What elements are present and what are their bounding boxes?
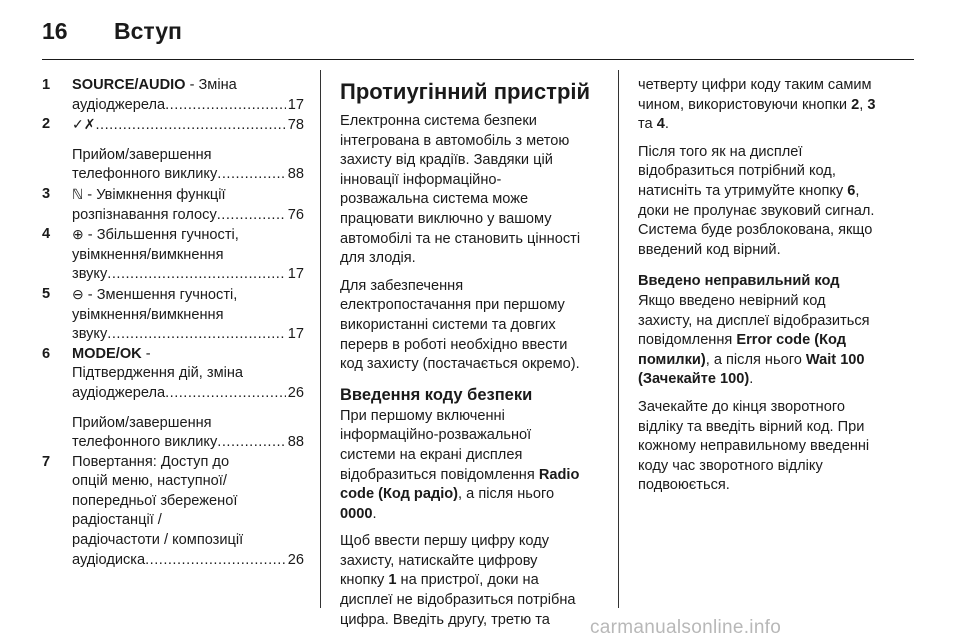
item-text — [72, 453, 229, 473]
text-run: чином, використовуючи кнопки — [638, 96, 852, 113]
description-text: розпізнавання голосу — [72, 206, 217, 223]
page-header — [42, 18, 914, 46]
item-line — [72, 76, 304, 96]
item-text — [72, 511, 162, 531]
control-name: SOURCE/AUDIO — [72, 77, 186, 93]
text-run: кожному неправильному введенні — [638, 438, 870, 455]
item-line — [72, 472, 304, 492]
item-text — [72, 472, 227, 492]
text-run: кнопку — [340, 572, 389, 589]
description-text: опцій меню, наступної/ — [72, 473, 227, 490]
item-line — [72, 225, 304, 246]
page-number: 16 — [42, 18, 68, 44]
item-number: 3 — [42, 185, 51, 202]
description-text: телефонного виклику — [72, 166, 218, 183]
section-title: Протиугінний пристрій — [340, 79, 591, 104]
volume-up-icon: ⊕ — [72, 226, 84, 243]
item-line — [72, 453, 304, 473]
text-line: для злодія. — [340, 250, 416, 267]
item-line — [72, 433, 304, 453]
description-text: увімкнення/вимкнення — [72, 306, 224, 323]
item-number: 7 — [42, 453, 51, 470]
page-reference: 76 — [287, 206, 304, 223]
item-number: 1 — [42, 77, 51, 93]
item-text — [72, 551, 145, 571]
text-run: відобразиться потрібний код, — [638, 163, 836, 180]
intro-paragraph — [340, 112, 606, 269]
volume-down-icon: ⊖ — [72, 285, 84, 302]
item-line — [72, 364, 304, 384]
item-text — [72, 384, 165, 404]
item-text — [72, 345, 151, 365]
page-reference: 26 — [287, 551, 304, 568]
list-item — [42, 146, 304, 185]
dot-leader — [95, 116, 285, 136]
dot-leader — [217, 433, 285, 453]
text-run: . — [749, 371, 754, 388]
page-reference: 78 — [287, 117, 304, 134]
item-number: 4 — [42, 226, 51, 243]
description-text: попередньої збереженої — [72, 492, 238, 509]
item-text — [72, 165, 217, 185]
description-text: звуку — [72, 326, 108, 343]
column-divider-left — [320, 70, 321, 608]
description-text: радіочастоти / композиції — [72, 532, 244, 549]
bold-text: code (Код радіо) — [340, 486, 459, 503]
item-text — [72, 492, 237, 512]
page-reference: 17 — [287, 326, 304, 343]
text-line: Щоб ввести першу цифру коду — [340, 533, 550, 550]
description-text: аудіоджерела — [72, 96, 166, 113]
item-line — [72, 384, 304, 404]
text-run: доки не пролунає звуковий сигнал. — [638, 202, 875, 219]
item-line — [72, 414, 304, 434]
list-item — [42, 76, 304, 115]
description-text: увімкнення/вимкнення — [72, 246, 224, 263]
list-item — [42, 453, 304, 571]
text-run: відобразиться повідомлення — [340, 466, 539, 483]
page-reference: 88 — [287, 434, 304, 451]
text-run: Зачекайте до кінця зворотного — [638, 398, 845, 415]
item-line — [72, 306, 304, 326]
list-item — [42, 414, 304, 453]
text-line: інновації інформаційно- — [340, 171, 502, 188]
dot-leader — [217, 206, 286, 226]
text-line: інтегрована в автомобіль з метою — [340, 132, 570, 149]
text-run: цифра. Введіть другу, третю та — [340, 611, 550, 628]
item-number: 5 — [42, 285, 51, 302]
item-text — [72, 76, 237, 96]
page-reference: 17 — [287, 266, 304, 283]
description-text: - — [141, 345, 151, 362]
bold-text: 0000 — [340, 505, 373, 522]
text-run: , — [855, 182, 860, 199]
dot-leader — [145, 551, 286, 571]
item-line — [72, 345, 304, 365]
item-text — [72, 96, 165, 116]
bold-text: 4 — [656, 116, 665, 133]
item-text — [72, 433, 217, 453]
countdown-paragraph — [638, 398, 914, 496]
dot-leader — [165, 96, 286, 116]
text-line: Електронна система безпеки — [340, 113, 537, 129]
text-run: натисніть та утримуйте кнопку — [638, 182, 848, 199]
item-line — [72, 531, 304, 551]
subsection-title-wrong-code: Введено неправильний код — [638, 273, 840, 290]
dot-leader — [107, 325, 285, 345]
description-text: - Зменшення гучності, — [83, 286, 238, 303]
item-text — [72, 414, 212, 434]
power-supply-paragraph — [340, 277, 606, 375]
bold-text: Radio — [538, 466, 580, 483]
description-text: Прийом/завершення — [72, 146, 212, 163]
item-text — [72, 246, 223, 266]
digits-paragraph — [638, 76, 914, 135]
confirm-code-paragraph — [638, 143, 914, 261]
description-text: аудіоджерела — [72, 384, 166, 401]
wrong-code-paragraph — [638, 292, 914, 390]
item-line — [72, 246, 304, 266]
item-text — [72, 364, 243, 384]
bold-text: Error code (Код — [736, 332, 847, 349]
text-run: При першому включенні — [340, 407, 505, 424]
bold-text: 1 — [388, 572, 397, 589]
bold-text: (Зачекайте 100) — [638, 371, 750, 388]
page-reference: 88 — [287, 166, 304, 183]
text-run: , а після нього — [458, 486, 555, 503]
item-line — [72, 511, 304, 531]
text-run: на пристрої, доки на — [396, 572, 539, 589]
enter-code-paragraph — [340, 407, 606, 525]
item-line — [72, 285, 304, 306]
page-title: Вступ — [114, 18, 182, 44]
item-line — [72, 96, 304, 116]
dot-leader — [217, 165, 285, 185]
text-line: Для забезпечення — [340, 277, 464, 294]
dot-leader — [165, 384, 286, 404]
text-run: , а після нього — [705, 351, 806, 368]
dot-leader — [107, 265, 285, 285]
text-run: Якщо введено невірний код — [638, 292, 826, 309]
description-text: Прийом/завершення — [72, 414, 212, 431]
item-text — [72, 185, 226, 206]
voice-recognition-icon: ℕ — [72, 185, 84, 202]
list-item — [42, 285, 304, 345]
continuation-column — [638, 76, 914, 504]
header-rule — [42, 59, 914, 60]
item-text — [72, 115, 95, 136]
text-run: четверту цифри коду таким самим — [638, 77, 872, 93]
bold-text: 6 — [847, 182, 856, 199]
text-run: Після того як на дисплеї — [638, 143, 803, 160]
item-text — [72, 206, 217, 226]
item-text — [72, 285, 237, 306]
bold-text: 2 — [851, 96, 860, 113]
first-digit-paragraph — [340, 532, 606, 630]
column-divider-right — [618, 70, 619, 608]
item-number: 2 — [42, 116, 51, 133]
description-text: звуку — [72, 266, 108, 283]
item-line — [72, 206, 304, 226]
watermark: carmanualsonline.info — [590, 617, 782, 638]
item-line — [72, 492, 304, 512]
description-text: аудіодиска — [72, 551, 146, 568]
text-run: повідомлення — [638, 332, 737, 349]
bold-text: помилки) — [638, 351, 706, 368]
subsection-title-enter-code: Введення коду безпеки — [340, 385, 533, 404]
text-run: та — [638, 116, 657, 133]
description-text: Підтвердження дій, зміна — [72, 365, 244, 382]
item-text — [72, 325, 107, 345]
text-run: введений код вірний. — [638, 241, 781, 258]
text-line: захисту від крадіїв. Завдяки цій — [340, 152, 553, 169]
list-item — [42, 185, 304, 225]
description-text: - Збільшення гучності, — [83, 227, 239, 244]
text-run: подвоюється. — [638, 477, 730, 494]
list-item — [42, 225, 304, 285]
text-run: інформаційно-розважальної — [340, 427, 532, 444]
description-text: телефонного виклику — [72, 434, 218, 451]
page-reference: 26 — [287, 384, 304, 401]
item-line — [72, 185, 304, 206]
description-text: - Увімкнення функції — [83, 186, 226, 203]
item-line — [72, 165, 304, 185]
bold-text: Wait 100 — [805, 351, 865, 368]
section-column — [340, 80, 606, 638]
bold-text: 3 — [867, 96, 876, 113]
description-text: Повертання: Доступ до — [72, 453, 230, 470]
item-line — [72, 551, 304, 571]
text-run: дисплеї не відобразиться потрібна — [340, 592, 576, 609]
text-run: відліку та введіть вірний код. При — [638, 418, 865, 435]
text-line: захисту, натискайте цифрову — [340, 552, 538, 569]
item-line — [72, 115, 304, 136]
text-run: . — [664, 116, 669, 133]
description-text: радіостанції / — [72, 512, 162, 529]
text-line: електропостачання при першому — [340, 297, 565, 314]
page-reference: 17 — [287, 96, 304, 113]
text-run: системи на екрані дисплея — [340, 446, 523, 463]
description-text: - Зміна — [185, 77, 237, 93]
text-line: код захисту (постачається окремо). — [340, 356, 580, 373]
text-line: розважальна система може — [340, 191, 529, 208]
item-text — [72, 146, 212, 166]
text-line: автомобілі та не становить цінності — [340, 230, 581, 247]
item-text — [72, 306, 223, 326]
text-run: коду час зворотного відліку — [638, 457, 823, 474]
controls-legend-list — [42, 76, 304, 570]
text-run: . — [372, 505, 377, 522]
text-line: працювати виключно у вашому — [340, 210, 552, 227]
text-run: , — [859, 96, 868, 113]
item-line — [72, 325, 304, 345]
item-text — [72, 225, 239, 246]
item-text — [72, 265, 107, 285]
control-name: MODE/OK — [72, 345, 142, 362]
text-line: перерв в роботі необхідно ввести — [340, 336, 568, 353]
item-text — [72, 531, 243, 551]
list-item — [42, 345, 304, 404]
text-run: захисту, на дисплеї відобразиться — [638, 312, 870, 329]
item-line — [72, 146, 304, 166]
text-run: Система буде розблокована, якщо — [638, 222, 873, 239]
phone-answer-end-icon: ✓✗ — [72, 116, 96, 133]
text-line: використанні системи та довгих — [340, 316, 556, 333]
list-item — [42, 115, 304, 136]
item-number: 6 — [42, 345, 51, 362]
item-line — [72, 265, 304, 285]
